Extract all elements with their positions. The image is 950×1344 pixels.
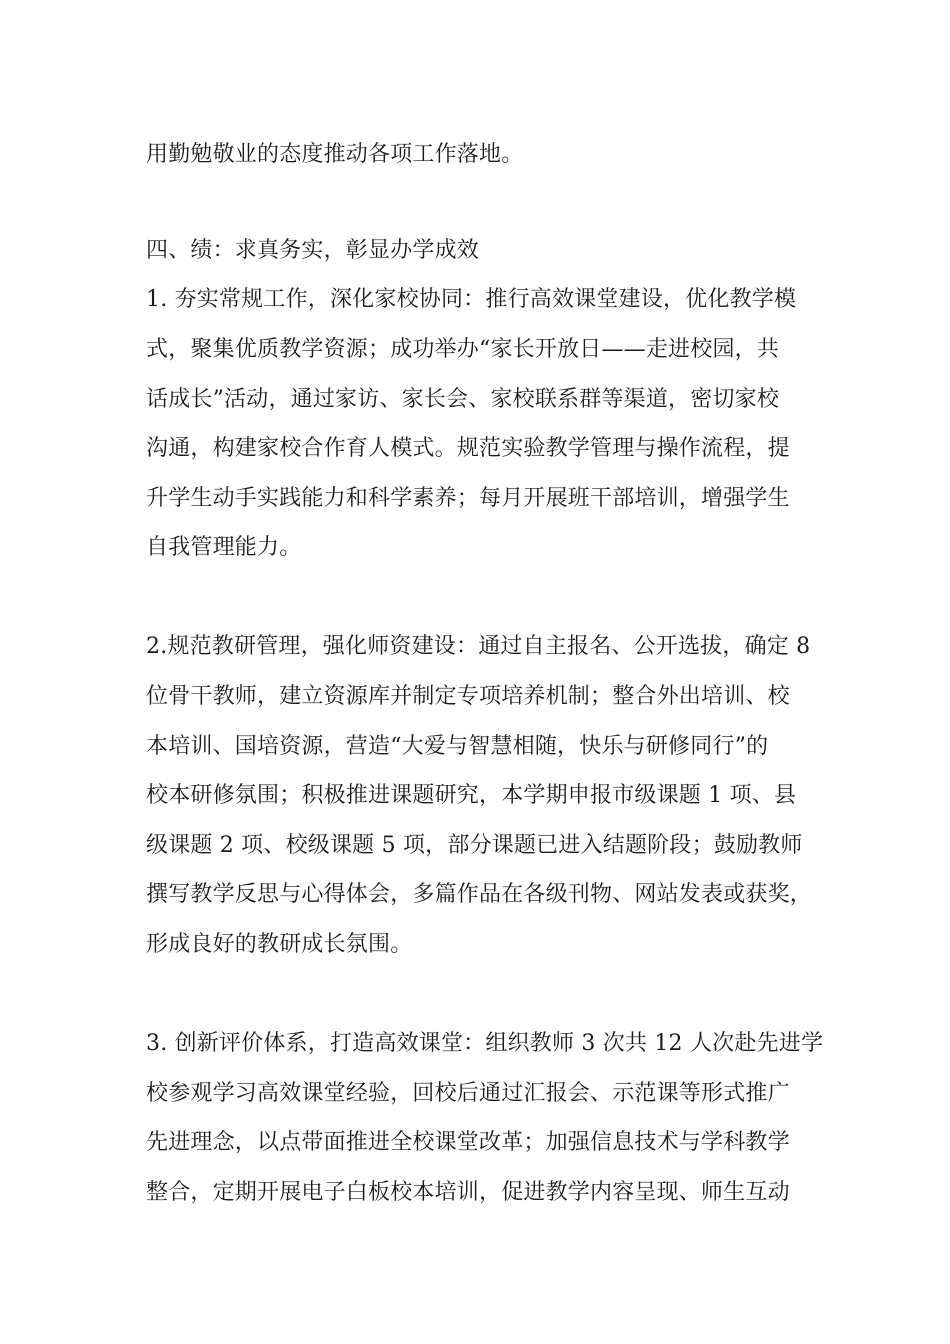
item1-line-3: 话成长”活动，通过家访、家长会、家校联系群等渠道，密切家校 xyxy=(146,387,780,412)
item3-line-1: 3. 创新评价体系，打造高效课堂：组织教师 3 次共 12 人次赴先进学 xyxy=(146,1031,824,1056)
item3-line-3: 先进理念，以点带面推进全校课堂改革；加强信息技术与学科教学 xyxy=(146,1130,790,1155)
item1-line-1: 1. 夯实常规工作，深化家校协同：推行高效课堂建设，优化教学模 xyxy=(146,287,797,312)
item3-line-2: 校参观学习高效课堂经验，回校后通过汇报会、示范课等形式推广 xyxy=(146,1081,790,1106)
item2-line-4: 校本研修氛围；积极推进课题研究，本学期申报市级课题 1 项、县 xyxy=(146,783,797,808)
item1-line-6: 自我管理能力。 xyxy=(146,535,302,560)
item1-line-5: 升学生动手实践能力和科学素养；每月开展班干部培训，增强学生 xyxy=(146,486,790,511)
item2-line-3: 本培训、国培资源，营造“大爱与智慧相随，快乐与研修同行”的 xyxy=(146,734,769,759)
item2-line-6: 撰写教学反思与心得体会，多篇作品在各级刊物、网站发表或获奖， xyxy=(146,882,813,907)
item2-line-2: 位骨干教师，建立资源库并制定专项培养机制；整合外出培训、校 xyxy=(146,684,790,709)
intro-tail-line: 用勤勉敬业的态度推动各项工作落地。 xyxy=(146,142,524,167)
item1-line-4: 沟通，构建家校合作育人模式。规范实验教学管理与操作流程，提 xyxy=(146,436,790,461)
section-heading: 四、绩：求真务实，彰显办学成效 xyxy=(146,238,480,263)
item2-line-1: 2.规范教研管理，强化师资建设：通过自主报名、公开选拔，确定 8 xyxy=(146,634,811,659)
item2-line-5: 级课题 2 项、校级课题 5 项，部分课题已进入结题阶段；鼓励教师 xyxy=(146,833,803,858)
item3-line-4: 整合，定期开展电子白板校本培训，促进教学内容呈现、师生互动 xyxy=(146,1180,790,1205)
item1-line-2: 式，聚集优质教学资源；成功举办“家长开放日——走进校园，共 xyxy=(146,337,780,362)
item2-line-7: 形成良好的教研成长氛围。 xyxy=(146,932,413,957)
